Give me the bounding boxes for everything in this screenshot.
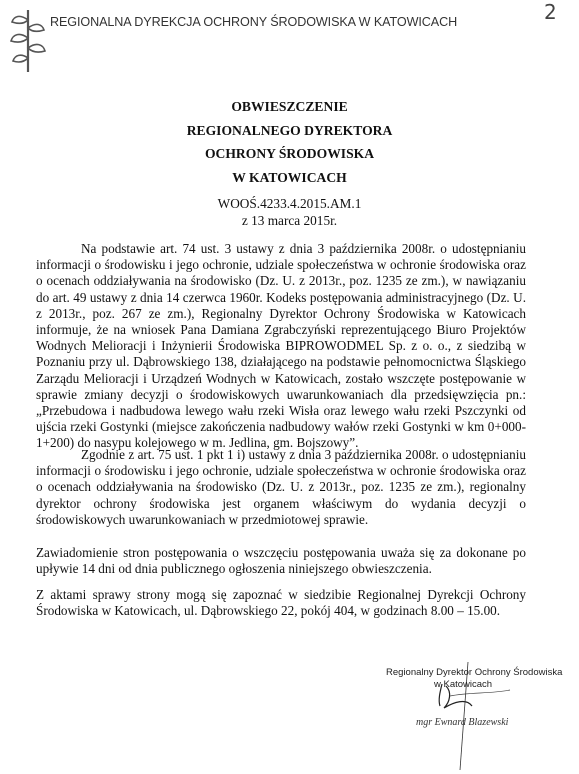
paragraph-text: Na podstawie art. 74 ust. 3 ustawy z dnia 3 października 2008r. o udostępnianiu informacji o środowisku i jego ochronie, udziale społeczeństwa w ochronie środowiska oraz o ocenach oddziaływania na środowisko (Dz. U. z 2013r., poz. 1235 ze zm.), w nawiązaniu do art. 49 ustawy z dnia 14 czerwca 1960r. Kodeks postępowania administracyjnego (Dz. U. z 2013r., poz. 267 ze zm.), Regionalny Dyrektor Ochrony Środowiska w Katowicach informuje, że na wniosek Pana Damiana Zgrabczyński reprezentującego Biuro Projektów Wodnych Melioracji i Inżynierii Środowiska BIPROWODMEL Sp. z o. o., z siedzibą w Poznaniu przy ul. Dąbrowskiego 138, działającego na podstawie pełnomocnictwa Śląskiego Zarządu Melioracji i Urządzeń Wodnych w Katowicach, zostało wszczęte postępowanie w sprawie zmiany decyzji o środowiskowych uwarunkowaniach dla przedsięwzięcia pn.: „Przebudowa i nadbudowa lewego wału rzeki Wisła oraz lewego wału rzeki Pszczynki od ujścia rzeki Gostynki (miejsce zakończenia nadbudowy wałów rzeki Gostynki w km 0+000-1+200) do nasypu kolejowego w m. Jedlina, gm. Bojszowy”. <box>36 241 526 451</box>
body-paragraph-2 <box>36 447 526 528</box>
body-paragraph-3 <box>36 545 526 577</box>
paragraph-text: Z aktami sprawy strony mogą się zapoznać w siedzibie Regionalnej Dyrekcji Ochrony Środowiska w Katowicach, ul. Dąbrowskiego 22, pokój 404, w godzinach 8.00 – 15.00. <box>36 587 526 619</box>
signature-name: mgr Ewnard Blazewski <box>416 717 509 728</box>
reference-date: z 13 marca 2015r. <box>241 212 338 228</box>
body-paragraph-1 <box>36 241 526 452</box>
title-line-3: OCHRONY ŚRODOWISKA <box>204 146 375 161</box>
body-paragraph-4 <box>36 587 526 619</box>
handwritten-page-number: 2 <box>544 0 557 24</box>
institution-name: REGIONALNA DYREKCJA OCHRONY ŚRODOWISKA W KATOWICACH <box>50 15 458 29</box>
document-title <box>0 95 579 189</box>
title-line-2: REGIONALNEGO DYREKTORA <box>186 122 393 138</box>
signature-location: w Katowicach <box>434 679 493 690</box>
paragraph-text: Zawiadomienie stron postępowania o wszczęciu postępowania uważa się za dokonane po upływie 14 dni od dnia publicznego ogłoszenia niniejszego obwieszczenia. <box>36 545 526 577</box>
reference-block <box>0 196 579 229</box>
paragraph-text: Zgodnie z art. 75 ust. 1 pkt 1 i) ustawy z dnia 3 października 2008r. o udostępnianiu informacji o środowisku i jego ochronie, udziale społeczeństwa w ochronie środowiska oraz o ocenach oddziaływania na środowisko (Dz. U. z 2013r., poz. 1235 ze zm.), regionalny dyrektor ochrony środowiska jest organem właściwym do wydania decyzji o środowiskowych uwarunkowaniach w przedmiotowej sprawie. <box>36 447 526 527</box>
reference-number: WOOŚ.4233.4.2015.AM.1 <box>217 196 362 211</box>
leaf-logo-icon <box>8 6 48 74</box>
title-line-4: W KATOWICACH <box>232 169 347 185</box>
document-header <box>4 6 564 76</box>
signature-title: Regionalny Dyrektor Ochrony Środowiska <box>386 667 563 678</box>
signature-stamp <box>380 662 578 770</box>
title-line-1: OBWIESZCZENIE <box>231 99 348 114</box>
